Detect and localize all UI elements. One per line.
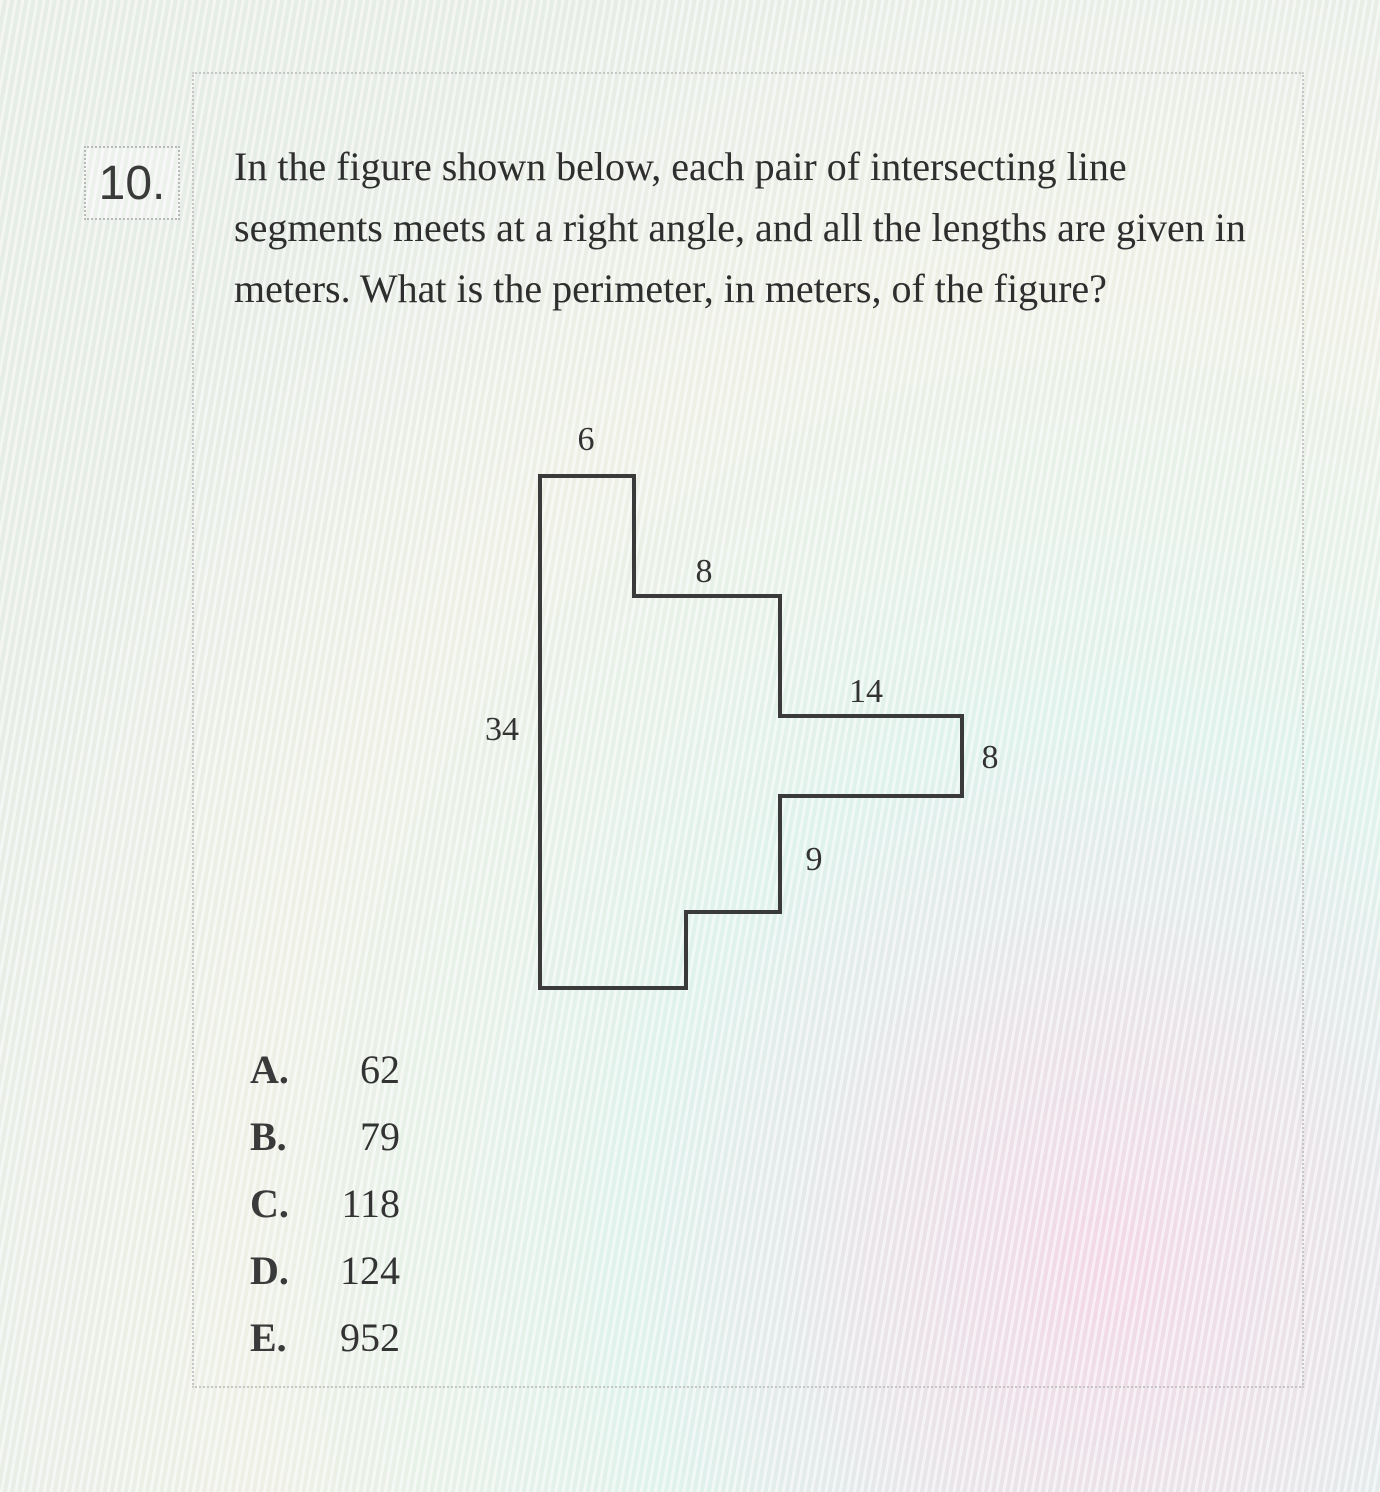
choice-a[interactable] bbox=[250, 1036, 550, 1103]
choice-value: 62 bbox=[360, 1047, 400, 1092]
label-upper-step: 8 bbox=[695, 553, 713, 590]
choice-letter: D. bbox=[250, 1248, 289, 1293]
choice-letter: A. bbox=[250, 1047, 289, 1092]
choice-value: 952 bbox=[340, 1315, 400, 1360]
choice-letter: C. bbox=[250, 1181, 289, 1226]
label-top: 6 bbox=[577, 421, 595, 458]
choice-c[interactable] bbox=[250, 1170, 550, 1237]
question-number: 10. bbox=[84, 146, 180, 220]
answer-choices bbox=[250, 1036, 550, 1371]
label-arm-right: 8 bbox=[981, 739, 999, 776]
figure-outline bbox=[540, 476, 962, 988]
choice-e[interactable] bbox=[250, 1304, 550, 1371]
choice-value: 79 bbox=[360, 1114, 400, 1159]
label-lower-step: 9 bbox=[805, 841, 823, 878]
choice-b[interactable] bbox=[250, 1103, 550, 1170]
choice-d[interactable] bbox=[250, 1237, 550, 1304]
choice-letter: E. bbox=[250, 1315, 287, 1360]
geometry-figure bbox=[460, 410, 1040, 1010]
choice-letter: B. bbox=[250, 1114, 287, 1159]
choice-value: 118 bbox=[341, 1181, 400, 1226]
choice-value: 124 bbox=[340, 1248, 400, 1293]
label-arm-top: 14 bbox=[849, 673, 883, 710]
question-text: In the figure shown below, each pair of intersecting line segments meets at a right angle, and all the lengths are given in meters. What is the perimeter, in meters, of the figure? bbox=[234, 144, 1246, 311]
label-left-side: 34 bbox=[485, 711, 519, 748]
